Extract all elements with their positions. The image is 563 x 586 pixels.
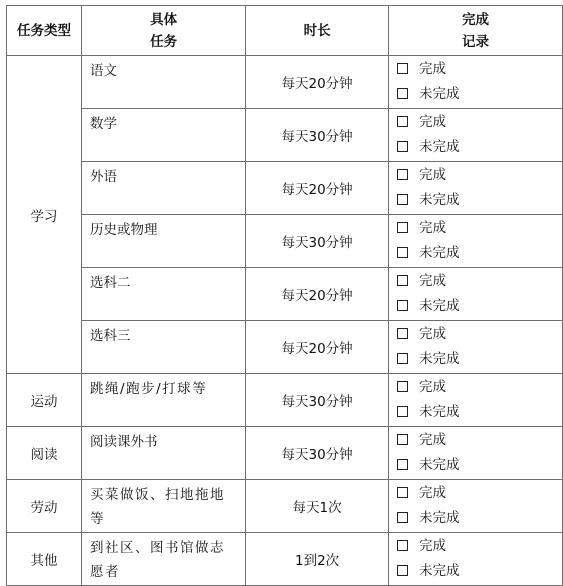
option-done[interactable] <box>397 535 562 560</box>
option-done[interactable] <box>397 111 562 136</box>
table-row <box>7 215 563 268</box>
option-label: 完成 <box>419 379 447 395</box>
done-checkbox[interactable] <box>397 434 408 445</box>
not-done-checkbox[interactable] <box>397 406 408 417</box>
option-label: 完成 <box>419 273 447 289</box>
table-row <box>7 268 563 321</box>
option-label: 未完成 <box>419 192 460 208</box>
task-type-cell: 阅读 <box>7 427 82 480</box>
option-label: 未完成 <box>419 139 460 155</box>
header-duration: 时长 <box>246 6 389 56</box>
option-done[interactable] <box>397 270 562 295</box>
not-done-checkbox[interactable] <box>397 194 408 205</box>
task-cell: 语文 <box>82 56 246 109</box>
done-checkbox[interactable] <box>397 222 408 233</box>
option-not-done[interactable] <box>397 189 562 214</box>
option-label: 完成 <box>419 220 447 236</box>
header-specific-task <box>82 6 246 56</box>
header-task-type: 任务类型 <box>7 6 82 56</box>
not-done-checkbox[interactable] <box>397 247 408 258</box>
option-done[interactable] <box>397 164 562 189</box>
option-not-done[interactable] <box>397 401 562 426</box>
record-cell <box>389 215 563 268</box>
table-row <box>7 480 563 533</box>
duration-cell: 每天20分钟 <box>246 56 389 109</box>
task-cell: 数学 <box>82 109 246 162</box>
not-done-checkbox[interactable] <box>397 459 408 470</box>
option-label: 完成 <box>419 432 447 448</box>
option-label: 未完成 <box>419 563 460 579</box>
option-label: 未完成 <box>419 510 460 526</box>
task-cell: 外语 <box>82 162 246 215</box>
duration-cell: 每天30分钟 <box>246 215 389 268</box>
duration-cell: 1到2次 <box>246 533 389 586</box>
option-not-done[interactable] <box>397 295 562 320</box>
duration-cell: 每天30分钟 <box>246 374 389 427</box>
not-done-checkbox[interactable] <box>397 88 408 99</box>
done-checkbox[interactable] <box>397 116 408 127</box>
not-done-checkbox[interactable] <box>397 141 408 152</box>
done-checkbox[interactable] <box>397 381 408 392</box>
not-done-checkbox[interactable] <box>397 565 408 576</box>
option-label: 完成 <box>419 326 447 342</box>
record-cell <box>389 321 563 374</box>
option-not-done[interactable] <box>397 242 562 267</box>
option-label: 完成 <box>419 61 447 77</box>
option-done[interactable] <box>397 58 562 83</box>
option-done[interactable] <box>397 217 562 242</box>
option-label: 未完成 <box>419 298 460 314</box>
duration-cell: 每天30分钟 <box>246 109 389 162</box>
option-done[interactable] <box>397 429 562 454</box>
option-label: 完成 <box>419 114 447 130</box>
done-checkbox[interactable] <box>397 328 408 339</box>
task-cell: 选科三 <box>82 321 246 374</box>
task-type-cell: 其他 <box>7 533 82 586</box>
option-label: 完成 <box>419 167 447 183</box>
task-type-cell: 劳动 <box>7 480 82 533</box>
record-cell <box>389 268 563 321</box>
option-label: 未完成 <box>419 351 460 367</box>
not-done-checkbox[interactable] <box>397 512 408 523</box>
record-cell <box>389 56 563 109</box>
done-checkbox[interactable] <box>397 275 408 286</box>
option-not-done[interactable] <box>397 454 562 479</box>
task-table <box>6 5 563 586</box>
option-done[interactable] <box>397 376 562 401</box>
task-cell: 阅读课外书 <box>82 427 246 480</box>
duration-cell: 每天1次 <box>246 480 389 533</box>
record-cell <box>389 374 563 427</box>
table-row <box>7 533 563 586</box>
option-done[interactable] <box>397 323 562 348</box>
record-cell <box>389 109 563 162</box>
option-label: 完成 <box>419 485 447 501</box>
done-checkbox[interactable] <box>397 63 408 74</box>
header-record-line2: 记录 <box>462 33 489 50</box>
option-label: 完成 <box>419 538 447 554</box>
option-label: 未完成 <box>419 245 460 261</box>
option-not-done[interactable] <box>397 507 562 532</box>
option-done[interactable] <box>397 482 562 507</box>
task-cell: 买菜做饭、扫地拖地等 <box>82 480 246 533</box>
task-cell: 选科二 <box>82 268 246 321</box>
option-label: 未完成 <box>419 404 460 420</box>
duration-cell: 每天20分钟 <box>246 268 389 321</box>
record-cell <box>389 162 563 215</box>
option-not-done[interactable] <box>397 83 562 108</box>
option-not-done[interactable] <box>397 348 562 373</box>
duration-cell: 每天30分钟 <box>246 427 389 480</box>
table-row <box>7 321 563 374</box>
not-done-checkbox[interactable] <box>397 353 408 364</box>
not-done-checkbox[interactable] <box>397 300 408 311</box>
duration-cell: 每天20分钟 <box>246 162 389 215</box>
task-type-cell: 运动 <box>7 374 82 427</box>
task-cell: 跳绳/跑步/打球等 <box>82 374 246 427</box>
table-row <box>7 162 563 215</box>
option-label: 未完成 <box>419 86 460 102</box>
done-checkbox[interactable] <box>397 487 408 498</box>
header-completion-record <box>389 6 563 56</box>
header-task-line2: 任务 <box>150 33 178 50</box>
option-not-done[interactable] <box>397 136 562 161</box>
option-label: 未完成 <box>419 457 460 473</box>
table-row <box>7 374 563 427</box>
header-row <box>7 6 563 56</box>
table-row <box>7 56 563 109</box>
record-cell <box>389 480 563 533</box>
table-row <box>7 109 563 162</box>
record-cell <box>389 533 563 586</box>
table-row <box>7 427 563 480</box>
header-task-line1: 具体 <box>150 11 178 28</box>
duration-cell: 每天20分钟 <box>246 321 389 374</box>
header-record-line1: 完成 <box>462 11 489 28</box>
done-checkbox[interactable] <box>397 540 408 551</box>
task-type-cell: 学习 <box>7 56 82 374</box>
task-cell: 历史或物理 <box>82 215 246 268</box>
done-checkbox[interactable] <box>397 169 408 180</box>
task-cell: 到社区、图书馆做志愿者 <box>82 533 246 586</box>
option-not-done[interactable] <box>397 560 562 585</box>
record-cell <box>389 427 563 480</box>
